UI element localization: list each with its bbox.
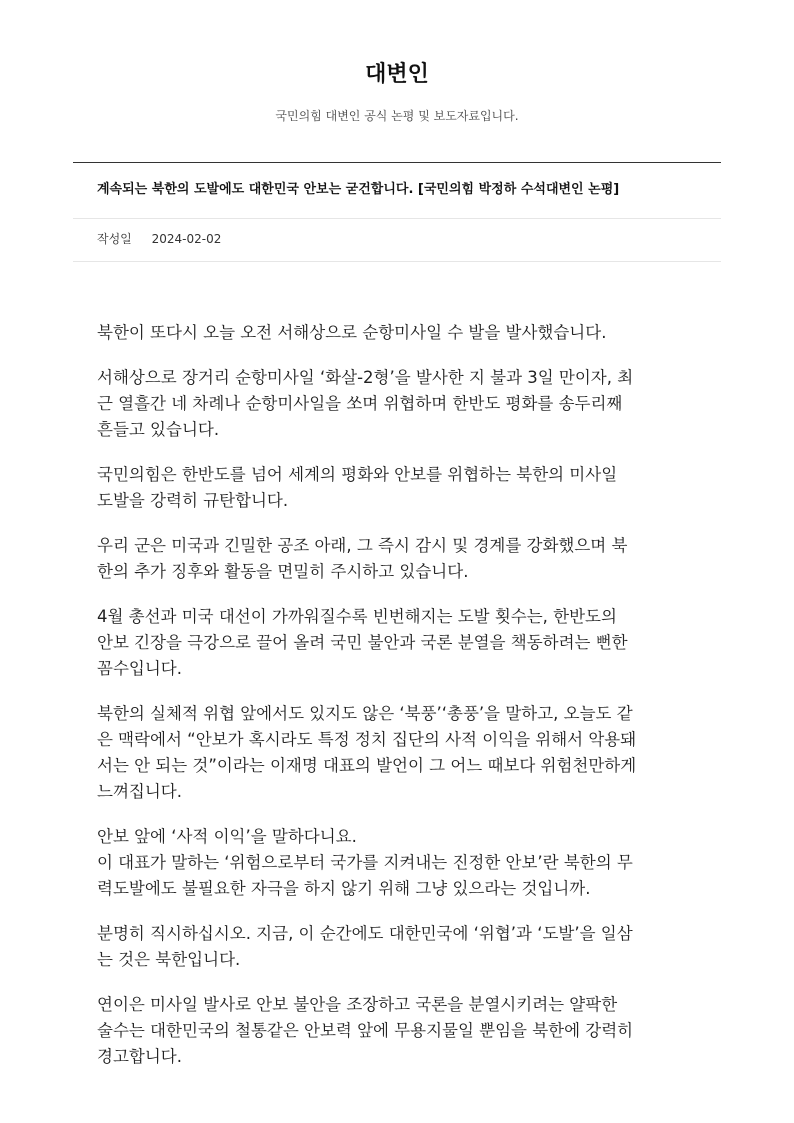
article-paragraph (97, 462, 697, 514)
post-meta (97, 230, 221, 248)
paragraph-line: 력도발에도 불필요한 자극을 하지 않기 위해 그냥 있으라는 것입니까. (97, 879, 591, 898)
paragraph-line: 한의 추가 징후와 활동을 면밀히 주시하고 있습니다. (97, 562, 469, 581)
paragraph-line: 연이은 미사일 발사로 안보 불안을 조장하고 국론을 분열시키려는 얄팍한 (97, 995, 618, 1014)
post-date: 2024-02-02 (151, 232, 222, 246)
paragraph-line: 는 것은 북한입니다. (97, 950, 241, 969)
post-title: 계속되는 북한의 도발에도 대한민국 안보는 굳건합니다. [국민의힘 박정하 수석대변인 논평] (97, 182, 620, 197)
paragraph-line: 느껴집니다. (97, 782, 182, 801)
paragraph-line: 북한이 또다시 오늘 오전 서해상으로 순항미사일 수 발을 발사했습니다. (97, 323, 607, 342)
site-subtitle: 국민의힘 대변인 공식 논평 및 보도자료입니다. (275, 109, 519, 123)
article-paragraph (97, 365, 697, 443)
article-body (97, 320, 697, 1089)
paragraph-line: 분명히 직시하십시오. 지금, 이 순간에도 대한민국에 ‘위협’과 ‘도발’을 일삼 (97, 924, 633, 943)
paragraph-line: 서는 안 되는 것”이라는 이재명 대표의 발언이 그 어느 때보다 위험천만하게 (97, 756, 637, 775)
paragraph-line: 4월 총선과 미국 대선이 가까워질수록 빈번해지는 도발 횟수는, 한반도의 (97, 607, 617, 626)
site-title: 대변인 (365, 62, 429, 87)
paragraph-line: 술수는 대한민국의 철통같은 안보력 앞에 무용지물일 뿐임을 북한에 강력히 (97, 1021, 634, 1040)
article-paragraph (97, 533, 697, 585)
paragraph-line: 꼼수입니다. (97, 659, 182, 678)
paragraph-line: 경고합니다. (97, 1047, 182, 1066)
page-header (0, 0, 794, 124)
paragraph-line: 이 대표가 말하는 ‘위험으로부터 국가를 지켜내는 진정한 안보’란 북한의 무 (97, 853, 633, 872)
paragraph-line: 북한의 실체적 위협 앞에서도 있지도 않은 ‘북풍’‘총풍’을 말하고, 오늘도 같 (97, 704, 633, 723)
paragraph-line: 안보 앞에 ‘사적 이익’을 말하다니요. (97, 827, 357, 846)
article-paragraph (97, 701, 697, 805)
paragraph-line: 국민의힘은 한반도를 넘어 세계의 평화와 안보를 위협하는 북한의 미사일 (97, 465, 618, 484)
article-paragraph (97, 921, 697, 973)
paragraph-line: 흔들고 있습니다. (97, 420, 220, 439)
article-paragraph (97, 824, 697, 902)
article-paragraph (97, 604, 697, 682)
article-paragraph (97, 320, 697, 346)
date-label: 작성일 (97, 232, 132, 246)
paragraph-line: 도발을 강력히 규탄합니다. (97, 491, 289, 510)
meta-divider (73, 261, 721, 262)
header-divider (73, 162, 721, 163)
paragraph-line: 서해상으로 장거리 순항미사일 ‘화살-2형’을 발사한 지 불과 3일 만이자, 최 (97, 368, 634, 387)
paragraph-line: 근 열흘간 네 차례나 순항미사일을 쏘며 위협하며 한반도 평화를 송두리째 (97, 394, 623, 413)
article-paragraph (97, 992, 697, 1070)
paragraph-line: 우리 군은 미국과 긴밀한 공조 아래, 그 즉시 감시 및 경계를 강화했으며 북 (97, 536, 628, 555)
title-divider (73, 218, 721, 219)
paragraph-line: 은 맥락에서 “안보가 혹시라도 특정 정치 집단의 사적 이익을 위해서 악용돼 (97, 730, 637, 749)
paragraph-line: 안보 긴장을 극강으로 끌어 올려 국민 불안과 국론 분열을 책동하려는 뻔한 (97, 633, 628, 652)
